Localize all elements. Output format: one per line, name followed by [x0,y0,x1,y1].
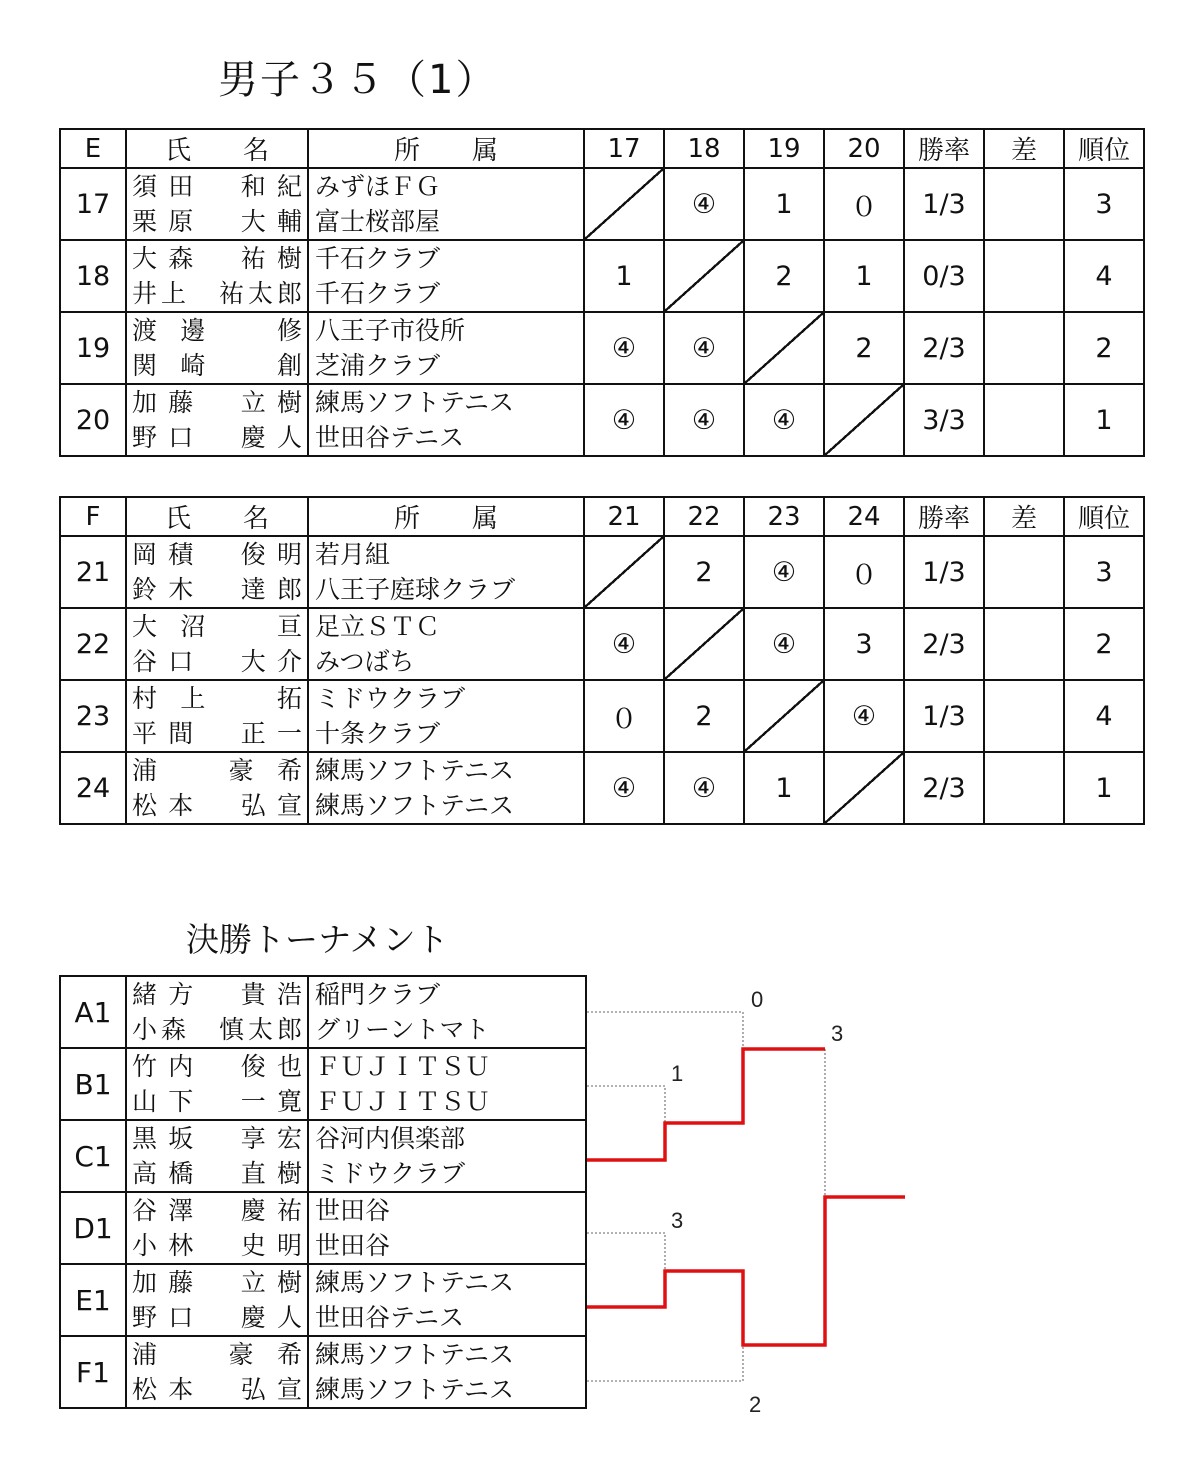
team-number: 17 [60,168,126,240]
team-number: 21 [60,536,126,608]
seed-label: D1 [60,1192,126,1264]
opponent-header: 20 [824,129,904,168]
match-result: ④ [744,608,824,680]
club-name: 八王子市役所 [315,316,466,345]
match-result: ④ [584,384,664,456]
match-result: ④ [664,752,744,824]
player-name: 加藤 立樹 [132,388,302,417]
player-name: 大森 祐樹 [132,244,302,273]
match-result: ０ [824,536,904,608]
team-number: 19 [60,312,126,384]
club-name: 世田谷テニス [315,1303,465,1332]
club-name: ミドウクラブ [315,1159,466,1188]
player-name: 谷口 大介 [132,647,302,676]
player-name: 小森 慎太郎 [132,1015,302,1044]
seed-label: F1 [60,1336,126,1408]
player-name: 関崎 創 [132,351,302,380]
player-name: 平間 正一 [132,719,302,748]
bracket-score-b1: 1 [671,1061,684,1086]
player-name: 渡邊 修 [132,316,302,345]
win-rate: 3/3 [904,384,984,456]
rank: 2 [1064,608,1144,680]
bracket-win-c1 [587,1049,825,1160]
club-name: 練馬ソフトテニス [315,791,515,820]
match-result: 2 [744,240,824,312]
rank-header: 順位 [1064,129,1144,168]
club-name: 世田谷テニス [315,423,465,452]
match-result: ④ [664,312,744,384]
rank: 4 [1064,680,1144,752]
club-name: 練馬ソフトテニス [315,756,515,785]
opponent-header: 24 [824,497,904,536]
club-name: ＦＵＪＩＴＳＵ [315,1087,491,1116]
win-rate: 0/3 [904,240,984,312]
diff-header: 差 [984,497,1064,536]
seed-label: E1 [60,1264,126,1336]
player-name: 黒坂 享宏 [132,1124,302,1153]
match-result: 3 [824,608,904,680]
page-title: 男子３５（1） [218,57,498,103]
rank: 4 [1064,240,1144,312]
bracket-score-top-semi: 3 [831,1021,844,1046]
club-name: 十条クラブ [315,719,441,748]
player-name: 小林 史明 [132,1231,302,1260]
club-name: 世田谷 [315,1231,391,1260]
club-name: 富士桜部屋 [315,207,441,236]
club-name: 足立ＳＴＣ [315,612,441,641]
match-result: ④ [584,752,664,824]
player-name: 村上 拓 [132,684,302,713]
player-name: 栗原 大輔 [132,207,302,236]
player-name: 松本 弘宣 [132,791,302,820]
bracket-win-e1 [587,1197,905,1345]
opponent-header: 23 [744,497,824,536]
rank: 1 [1064,752,1144,824]
seed-label: A1 [60,976,126,1048]
opponent-header: 22 [664,497,744,536]
rank-header: 順位 [1064,497,1144,536]
match-result: ④ [584,608,664,680]
player-name: 山下 一寛 [132,1087,302,1116]
match-result: ④ [744,384,824,456]
seed-label: B1 [60,1048,126,1120]
win-rate: 2/3 [904,752,984,824]
club-header: 所 属 [308,129,584,168]
win-rate: 1/3 [904,536,984,608]
diff-header: 差 [984,129,1064,168]
club-name: ミドウクラブ [315,684,466,713]
club-name: 千石クラブ [315,279,441,308]
group-label: F [60,497,126,536]
team-number: 24 [60,752,126,824]
team-number: 18 [60,240,126,312]
team-number: 23 [60,680,126,752]
match-result: ０ [824,168,904,240]
club-name: 千石クラブ [315,244,441,273]
rank: 1 [1064,384,1144,456]
player-name: 岡積 俊明 [132,540,302,569]
player-name: 野口 慶人 [132,1303,302,1332]
player-name: 須田 和紀 [132,172,302,201]
opponent-header: 17 [584,129,664,168]
player-name: 鈴木 達郎 [132,575,302,604]
bracket-line-d1 [587,1233,665,1271]
player-name: 松本 弘宣 [132,1375,302,1404]
club-name: 練馬ソフトテニス [315,388,515,417]
match-result: ④ [744,536,824,608]
bracket-line-b1 [587,1086,665,1123]
rank: 3 [1064,536,1144,608]
player-name: 緒方 貴浩 [132,980,302,1009]
rank: 2 [1064,312,1144,384]
win-rate-header: 勝率 [904,129,984,168]
opponent-header: 19 [744,129,824,168]
match-result: 1 [744,168,824,240]
match-result: 1 [584,240,664,312]
player-name: 浦 豪希 [132,1340,302,1369]
bracket-score-bottom-semi: 2 [749,1392,762,1417]
seed-label: C1 [60,1120,126,1192]
bracket-score-a1: 0 [751,987,764,1012]
name-header: 氏 名 [126,497,308,536]
bracket-score-d1: 3 [671,1208,684,1233]
win-rate-header: 勝率 [904,497,984,536]
bracket-line-f1 [587,1345,743,1381]
match-result: ０ [584,680,664,752]
club-name: グリーントマト [315,1015,490,1044]
opponent-header: 21 [584,497,664,536]
team-number: 22 [60,608,126,680]
club-name: 世田谷 [315,1196,391,1225]
club-name: ＦＵＪＩＴＳＵ [315,1052,491,1081]
player-name: 井上 祐太郎 [132,279,302,308]
player-name: 竹内 俊也 [132,1052,302,1081]
match-result: 2 [664,680,744,752]
player-name: 野口 慶人 [132,423,302,452]
match-result: 2 [824,312,904,384]
player-name: 加藤 立樹 [132,1268,302,1297]
player-name: 浦 豪希 [132,756,302,785]
bracket-line-a1 [587,1012,743,1049]
group-label: E [60,129,126,168]
match-result: 1 [824,240,904,312]
club-name: 練馬ソフトテニス [315,1375,515,1404]
rank: 3 [1064,168,1144,240]
win-rate: 1/3 [904,680,984,752]
match-result: ④ [584,312,664,384]
player-name: 谷澤 慶祐 [132,1196,302,1225]
club-name: 若月組 [315,540,391,569]
club-name: みずほＦＧ [315,172,441,201]
win-rate: 2/3 [904,608,984,680]
team-number: 20 [60,384,126,456]
opponent-header: 18 [664,129,744,168]
win-rate: 2/3 [904,312,984,384]
club-name: 八王子庭球クラブ [315,575,516,604]
match-result: ④ [664,168,744,240]
club-name: 谷河内倶楽部 [315,1124,466,1153]
club-header: 所 属 [308,497,584,536]
club-name: 芝浦クラブ [315,351,441,380]
club-name: 練馬ソフトテニス [315,1268,515,1297]
match-result: 1 [744,752,824,824]
club-name: みつばち [315,647,415,676]
name-header: 氏 名 [126,129,308,168]
club-name: 稲門クラブ [315,980,441,1009]
win-rate: 1/3 [904,168,984,240]
final-tournament-title: 決勝トーナメント [186,920,449,959]
player-name: 大沼 亘 [132,612,302,641]
match-result: ④ [664,384,744,456]
match-result: ④ [824,680,904,752]
player-name: 高橋 直樹 [132,1159,302,1188]
club-name: 練馬ソフトテニス [315,1340,515,1369]
match-result: 2 [664,536,744,608]
